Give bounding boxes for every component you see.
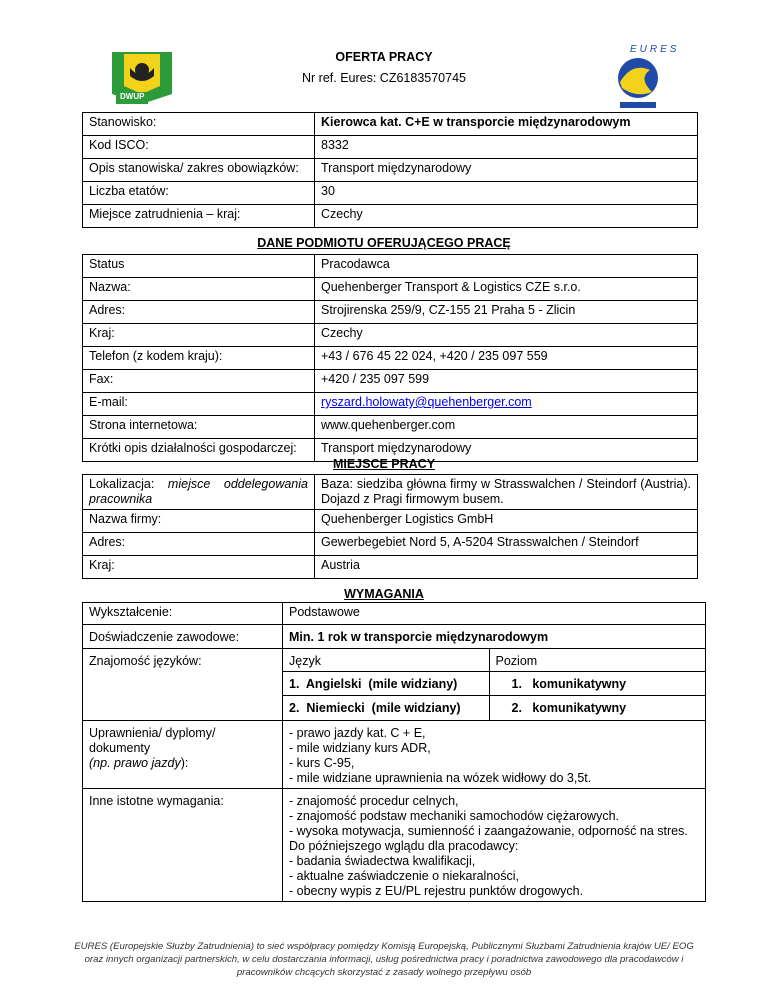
education-value: Podstawowe: [283, 603, 706, 625]
other-item: Do późniejszego wglądu dla pracodawcy:: [289, 838, 519, 853]
languages-table: [283, 649, 705, 720]
other-value: [283, 788, 706, 901]
table-row: [83, 788, 706, 901]
job-title-value: Kierowca kat. C+E w transporcie międzynarodowym: [315, 113, 698, 136]
table-row: [83, 625, 706, 649]
table-row: [83, 136, 698, 159]
level-column-header: Poziom: [489, 649, 705, 672]
languages-label: Znajomość języków:: [83, 649, 283, 721]
employer-value: Quehenberger Transport & Logistics CZE s.r.o.: [315, 278, 698, 301]
table-row: [83, 301, 698, 324]
employer-label: Telefon (z kodem kraju):: [83, 347, 315, 370]
table-row: [83, 182, 698, 205]
place-value: Quehenberger Logistics GmbH: [315, 510, 698, 533]
language-column-header: Język: [283, 649, 489, 672]
language-name: 1. Angielski (mile widziany): [283, 672, 489, 696]
employer-value: Pracodawca: [315, 255, 698, 278]
table-row: [83, 347, 698, 370]
table-row: [83, 720, 706, 788]
table-row: [83, 370, 698, 393]
other-item: - znajomość podstaw mechaniki samochodów ciężarowych.: [289, 808, 620, 823]
reference-number: Nr ref. Eures: CZ6183570745: [302, 71, 466, 85]
website-value: www.quehenberger.com: [315, 416, 698, 439]
table-row: [83, 278, 698, 301]
permits-label: [83, 720, 283, 788]
location-label-b: miejsce oddelegowania pracownika: [89, 477, 308, 506]
language-level: 2. komunikatywny: [489, 696, 705, 720]
permit-item: - prawo jazdy kat. C + E,: [289, 725, 426, 740]
place-value: Austria: [315, 556, 698, 579]
other-label: Inne istotne wymagania:: [83, 788, 283, 901]
languages-header-row: [283, 649, 705, 672]
employer-value: +420 / 235 097 599: [315, 370, 698, 393]
employer-value: Transport międzynarodowy: [315, 439, 698, 462]
language-name: 2. Niemiecki (mile widziany): [283, 696, 489, 720]
description-value: Transport międzynarodowy: [315, 159, 698, 182]
table-row: [83, 393, 698, 416]
education-label: Wykształcenie:: [83, 603, 283, 625]
table-row: [83, 603, 706, 625]
isco-value: 8332: [315, 136, 698, 159]
place-heading: MIEJSCE PRACY: [332, 457, 436, 471]
dwup-logo-text: DWUP: [120, 92, 145, 101]
job-table: [82, 112, 698, 228]
place-value: Gewerbegebiet Nord 5, A-5204 Strasswalchen / Steindorf: [315, 533, 698, 556]
employer-label: Strona internetowa:: [83, 416, 315, 439]
requirements-table: [82, 602, 706, 902]
job-label: Liczba etatów:: [83, 182, 315, 205]
job-label: Miejsce zatrudnienia – kraj:: [83, 205, 315, 228]
other-item: - badania świadectwa kwalifikacji,: [289, 853, 476, 868]
table-row: [83, 416, 698, 439]
experience-value: Min. 1 rok w transporcie międzynarodowym: [283, 625, 706, 649]
job-label: Stanowisko:: [83, 113, 315, 136]
page-title: OFERTA PRACY: [335, 50, 433, 64]
employer-value: +43 / 676 45 22 024, +420 / 235 097 559: [315, 347, 698, 370]
job-label: Opis stanowiska/ zakres obowiązków:: [83, 159, 315, 182]
location-label-a: Lokalizacja:: [89, 477, 168, 491]
eures-logo-text: EURES: [630, 44, 680, 55]
table-row: [83, 205, 698, 228]
table-row: [83, 475, 698, 510]
table-row: [83, 649, 706, 721]
place-table: [82, 474, 698, 579]
place-label: Adres:: [83, 533, 315, 556]
footer-note: [70, 940, 698, 979]
job-label: Kod ISCO:: [83, 136, 315, 159]
table-row: [83, 556, 698, 579]
country-value: Czechy: [315, 205, 698, 228]
email-link[interactable]: ryszard.holowaty@quehenberger.com: [321, 395, 532, 409]
permits-label-a: Uprawnienia/ dyplomy/ dokumenty: [89, 725, 216, 755]
employer-label: Fax:: [83, 370, 315, 393]
other-item: - aktualne zaświadczenie o niekaralności,: [289, 868, 519, 883]
permits-label-c: ):: [180, 755, 189, 770]
permit-item: - kurs C-95,: [289, 755, 355, 770]
employer-label: Adres:: [83, 301, 315, 324]
table-row: [83, 113, 698, 136]
footer-text: to sieć współpracy pomiędzy Komisją Europejską, Publicznymi Służbami Zatrudnienia krajów UE/ EOG oraz innych organizacji partnerskich, w celu dostarczania informacji, usług pośrednictwa pracy i poradnictwa zawodowego dla pracodawców i pracowników chcących skorzystać z zasady wolnego przepływu osób: [84, 941, 694, 978]
language-row: [283, 696, 705, 720]
permit-item: - mile widziane uprawnienia na wózek widłowy do 3,5t.: [289, 770, 592, 785]
table-row: [83, 533, 698, 556]
experience-label: Doświadczenie zawodowe:: [83, 625, 283, 649]
location-value: Baza: siedziba główna firmy w Strasswalchen / Steindorf (Austria). Dojazd z Pragi firmowym busem.: [315, 475, 698, 510]
requirements-heading: WYMAGANIA: [344, 587, 424, 601]
table-row: [83, 255, 698, 278]
table-row: [83, 159, 698, 182]
table-row: [83, 510, 698, 533]
employer-label: E-mail:: [83, 393, 315, 416]
other-item: - znajomość procedur celnych,: [289, 793, 459, 808]
employer-label: Krótki opis działalności gospodarczej:: [83, 439, 315, 462]
employer-label: Kraj:: [83, 324, 315, 347]
permits-label-b: (np. prawo jazdy: [89, 755, 181, 770]
permit-item: - mile widziany kurs ADR,: [289, 740, 431, 755]
other-item: - wysoka motywacja, sumienność i zaangażowanie, odporność na stres.: [289, 823, 688, 838]
location-label: [83, 475, 315, 510]
positions-value: 30: [315, 182, 698, 205]
employer-value: Czechy: [315, 324, 698, 347]
permits-value: [283, 720, 706, 788]
language-row: [283, 672, 705, 696]
employer-value: Strojirenska 259/9, CZ-155 21 Praha 5 - Zlicin: [315, 301, 698, 324]
table-row: [83, 324, 698, 347]
employer-label: Status: [83, 255, 315, 278]
place-label: Nazwa firmy:: [83, 510, 315, 533]
language-level: 1. komunikatywny: [489, 672, 705, 696]
employer-label: Nazwa:: [83, 278, 315, 301]
other-item: - obecny wypis z EU/PL rejestru punktów drogowych.: [289, 883, 584, 898]
footer-bold: EURES (Europejskie Służby Zatrudnienia): [74, 941, 254, 952]
employer-table: [82, 254, 698, 462]
employer-heading: DANE PODMIOTU OFERUJĄCEGO PRACĘ: [257, 236, 511, 250]
place-label: Kraj:: [83, 556, 315, 579]
